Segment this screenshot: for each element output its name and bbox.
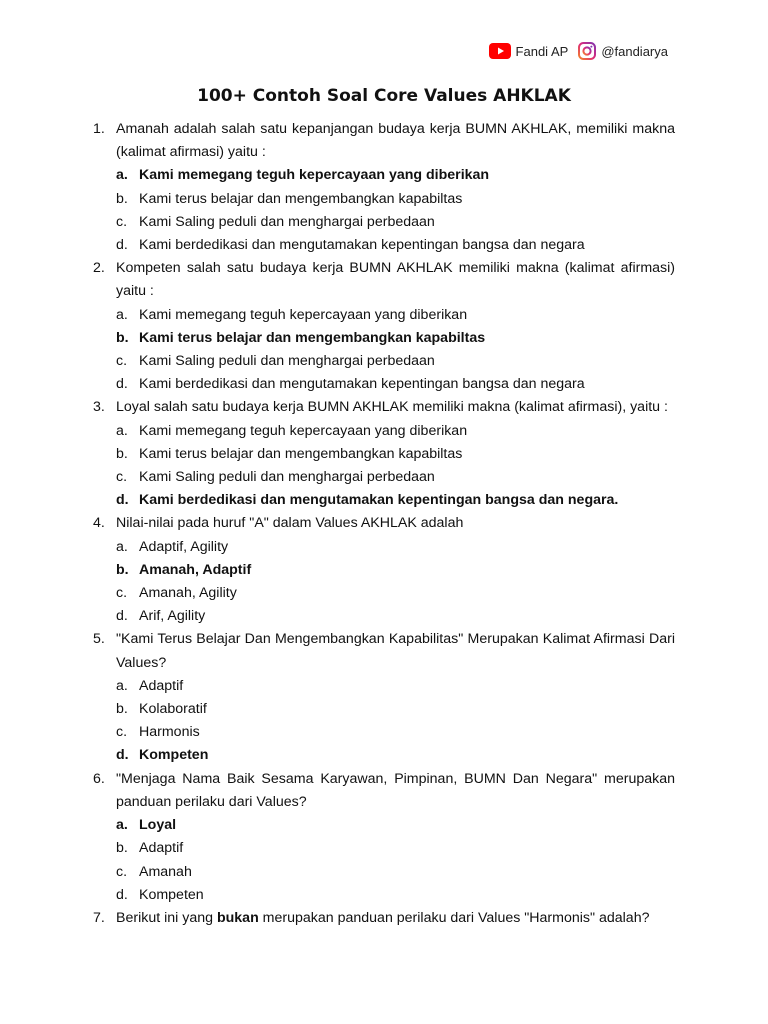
option-text: Adaptif, Agility <box>139 538 229 555</box>
option-letter: a. <box>116 817 128 834</box>
instagram-icon <box>578 42 596 60</box>
option-letter: b. <box>116 190 128 207</box>
page-title: 100+ Contoh Soal Core Values AHKLAK <box>197 86 571 106</box>
options-list <box>93 536 675 629</box>
question-number: 7. <box>93 909 105 926</box>
question-number: 6. <box>93 770 105 787</box>
youtube-icon <box>489 43 511 59</box>
option-text: Adaptif <box>139 840 184 857</box>
option-text: Kami berdedikasi dan mengutamakan kepentingan bangsa dan negara <box>139 237 585 254</box>
option-b <box>93 443 675 466</box>
question-number: 4. <box>93 515 105 532</box>
question-text <box>116 907 675 930</box>
question-number: 5. <box>93 631 105 648</box>
question-3 <box>93 396 675 512</box>
question-text: Nilai-nilai pada huruf "A" dalam Values AKHLAK adalah <box>116 515 464 532</box>
question-list <box>93 118 675 930</box>
option-a <box>93 420 675 443</box>
option-a <box>93 675 675 698</box>
option-b <box>93 837 675 860</box>
option-d <box>93 373 675 396</box>
question-text: "Kami Terus Belajar Dan Mengembangkan Kapabilitas" Merupakan Kalimat Afirmasi Dari Values? <box>116 631 675 671</box>
option-c <box>93 466 675 489</box>
question-text-after: merupakan panduan perilaku dari Values "Harmonis" adalah? <box>258 909 650 926</box>
options-list <box>93 164 675 257</box>
option-letter: d. <box>116 376 128 393</box>
option-text: Amanah, Adaptif <box>139 561 252 578</box>
option-d <box>93 605 675 628</box>
option-letter: c. <box>116 353 128 370</box>
option-letter: a. <box>116 167 128 184</box>
option-c <box>93 721 675 744</box>
option-text: Amanah, Agility <box>139 585 237 602</box>
question-text: Amanah adalah salah satu kepanjangan budaya kerja BUMN AKHLAK, memiliki makna (kalimat afirmasi) yaitu : <box>116 121 675 161</box>
option-text: Kompeten <box>139 886 204 903</box>
options-list <box>93 814 675 907</box>
option-letter: c. <box>116 724 128 741</box>
option-a <box>93 536 675 559</box>
option-letter: a. <box>116 538 128 555</box>
option-d-correct <box>93 489 675 512</box>
option-letter: c. <box>116 863 128 880</box>
option-letter: d. <box>116 237 128 254</box>
question-text: Loyal salah satu budaya kerja BUMN AKHLAK memiliki makna (kalimat afirmasi), yaitu : <box>116 399 668 416</box>
option-text: Loyal <box>139 817 177 834</box>
option-letter: a. <box>116 306 128 323</box>
question-text: "Menjaga Nama Baik Sesama Karyawan, Pimpinan, BUMN Dan Negara" merupakan panduan perilaku dari Values? <box>116 770 675 810</box>
option-text: Kami memegang teguh kepercayaan yang diberikan <box>139 167 490 184</box>
option-b-correct <box>93 327 675 350</box>
option-text: Kami memegang teguh kepercayaan yang diberikan <box>139 422 468 439</box>
options-list <box>93 304 675 397</box>
option-c <box>93 861 675 884</box>
option-text: Kami terus belajar dan mengembangkan kapabiltas <box>139 329 486 346</box>
option-letter: d. <box>116 608 128 625</box>
options-list <box>93 675 675 768</box>
youtube-name: Fandi AP <box>515 43 569 59</box>
option-letter: c. <box>116 585 128 602</box>
option-letter: b. <box>116 329 129 346</box>
instagram-account[interactable] <box>578 42 668 60</box>
option-d <box>93 884 675 907</box>
option-text: Kami memegang teguh kepercayaan yang diberikan <box>139 306 468 323</box>
question-text: Kompeten salah satu budaya kerja BUMN AKHLAK memiliki makna (kalimat afirmasi) yaitu : <box>116 260 675 300</box>
option-text: Kami Saling peduli dan menghargai perbedaan <box>139 353 435 370</box>
option-d <box>93 234 675 257</box>
question-1 <box>93 118 675 257</box>
youtube-channel[interactable] <box>489 43 569 59</box>
question-6 <box>93 768 675 907</box>
instagram-handle: @fandiarya <box>601 43 668 59</box>
option-b <box>93 698 675 721</box>
option-letter: b. <box>116 840 128 857</box>
option-a <box>93 304 675 327</box>
option-letter: d. <box>116 747 129 764</box>
option-b-correct <box>93 559 675 582</box>
option-c <box>93 350 675 373</box>
question-text-before: Berikut ini yang <box>116 909 217 926</box>
header-social <box>489 42 668 60</box>
option-letter: d. <box>116 886 128 903</box>
option-letter: c. <box>116 469 128 486</box>
question-5 <box>93 628 675 767</box>
option-text: Kami berdedikasi dan mengutamakan kepentingan bangsa dan negara. <box>139 492 619 509</box>
option-letter: d. <box>116 492 129 509</box>
option-letter: b. <box>116 701 128 718</box>
option-letter: b. <box>116 445 128 462</box>
option-c <box>93 211 675 234</box>
option-text: Kami Saling peduli dan menghargai perbedaan <box>139 213 435 230</box>
option-text: Kami terus belajar dan mengembangkan kapabiltas <box>139 445 463 462</box>
option-b <box>93 188 675 211</box>
option-text: Kami terus belajar dan mengembangkan kapabiltas <box>139 190 463 207</box>
option-a-correct <box>93 164 675 187</box>
options-list <box>93 420 675 513</box>
option-a-correct <box>93 814 675 837</box>
option-text: Adaptif <box>139 677 184 694</box>
question-2 <box>93 257 675 396</box>
option-letter: a. <box>116 422 128 439</box>
option-letter: b. <box>116 561 129 578</box>
question-4 <box>93 512 675 628</box>
question-number: 3. <box>93 399 105 416</box>
option-c <box>93 582 675 605</box>
option-text: Harmonis <box>139 724 200 741</box>
option-letter: c. <box>116 213 128 230</box>
option-text: Kami Saling peduli dan menghargai perbedaan <box>139 469 435 486</box>
question-number: 1. <box>93 121 105 137</box>
question-text-emphasis: bukan <box>216 909 259 926</box>
option-letter: a. <box>116 677 128 694</box>
option-text: Amanah <box>139 863 192 880</box>
question-7 <box>93 907 675 930</box>
option-text: Kompeten <box>139 747 209 764</box>
option-text: Kolaboratif <box>139 701 207 718</box>
option-text: Arif, Agility <box>139 608 206 625</box>
question-number: 2. <box>93 260 105 277</box>
option-d-correct <box>93 744 675 767</box>
option-text: Kami berdedikasi dan mengutamakan kepentingan bangsa dan negara <box>139 376 585 393</box>
